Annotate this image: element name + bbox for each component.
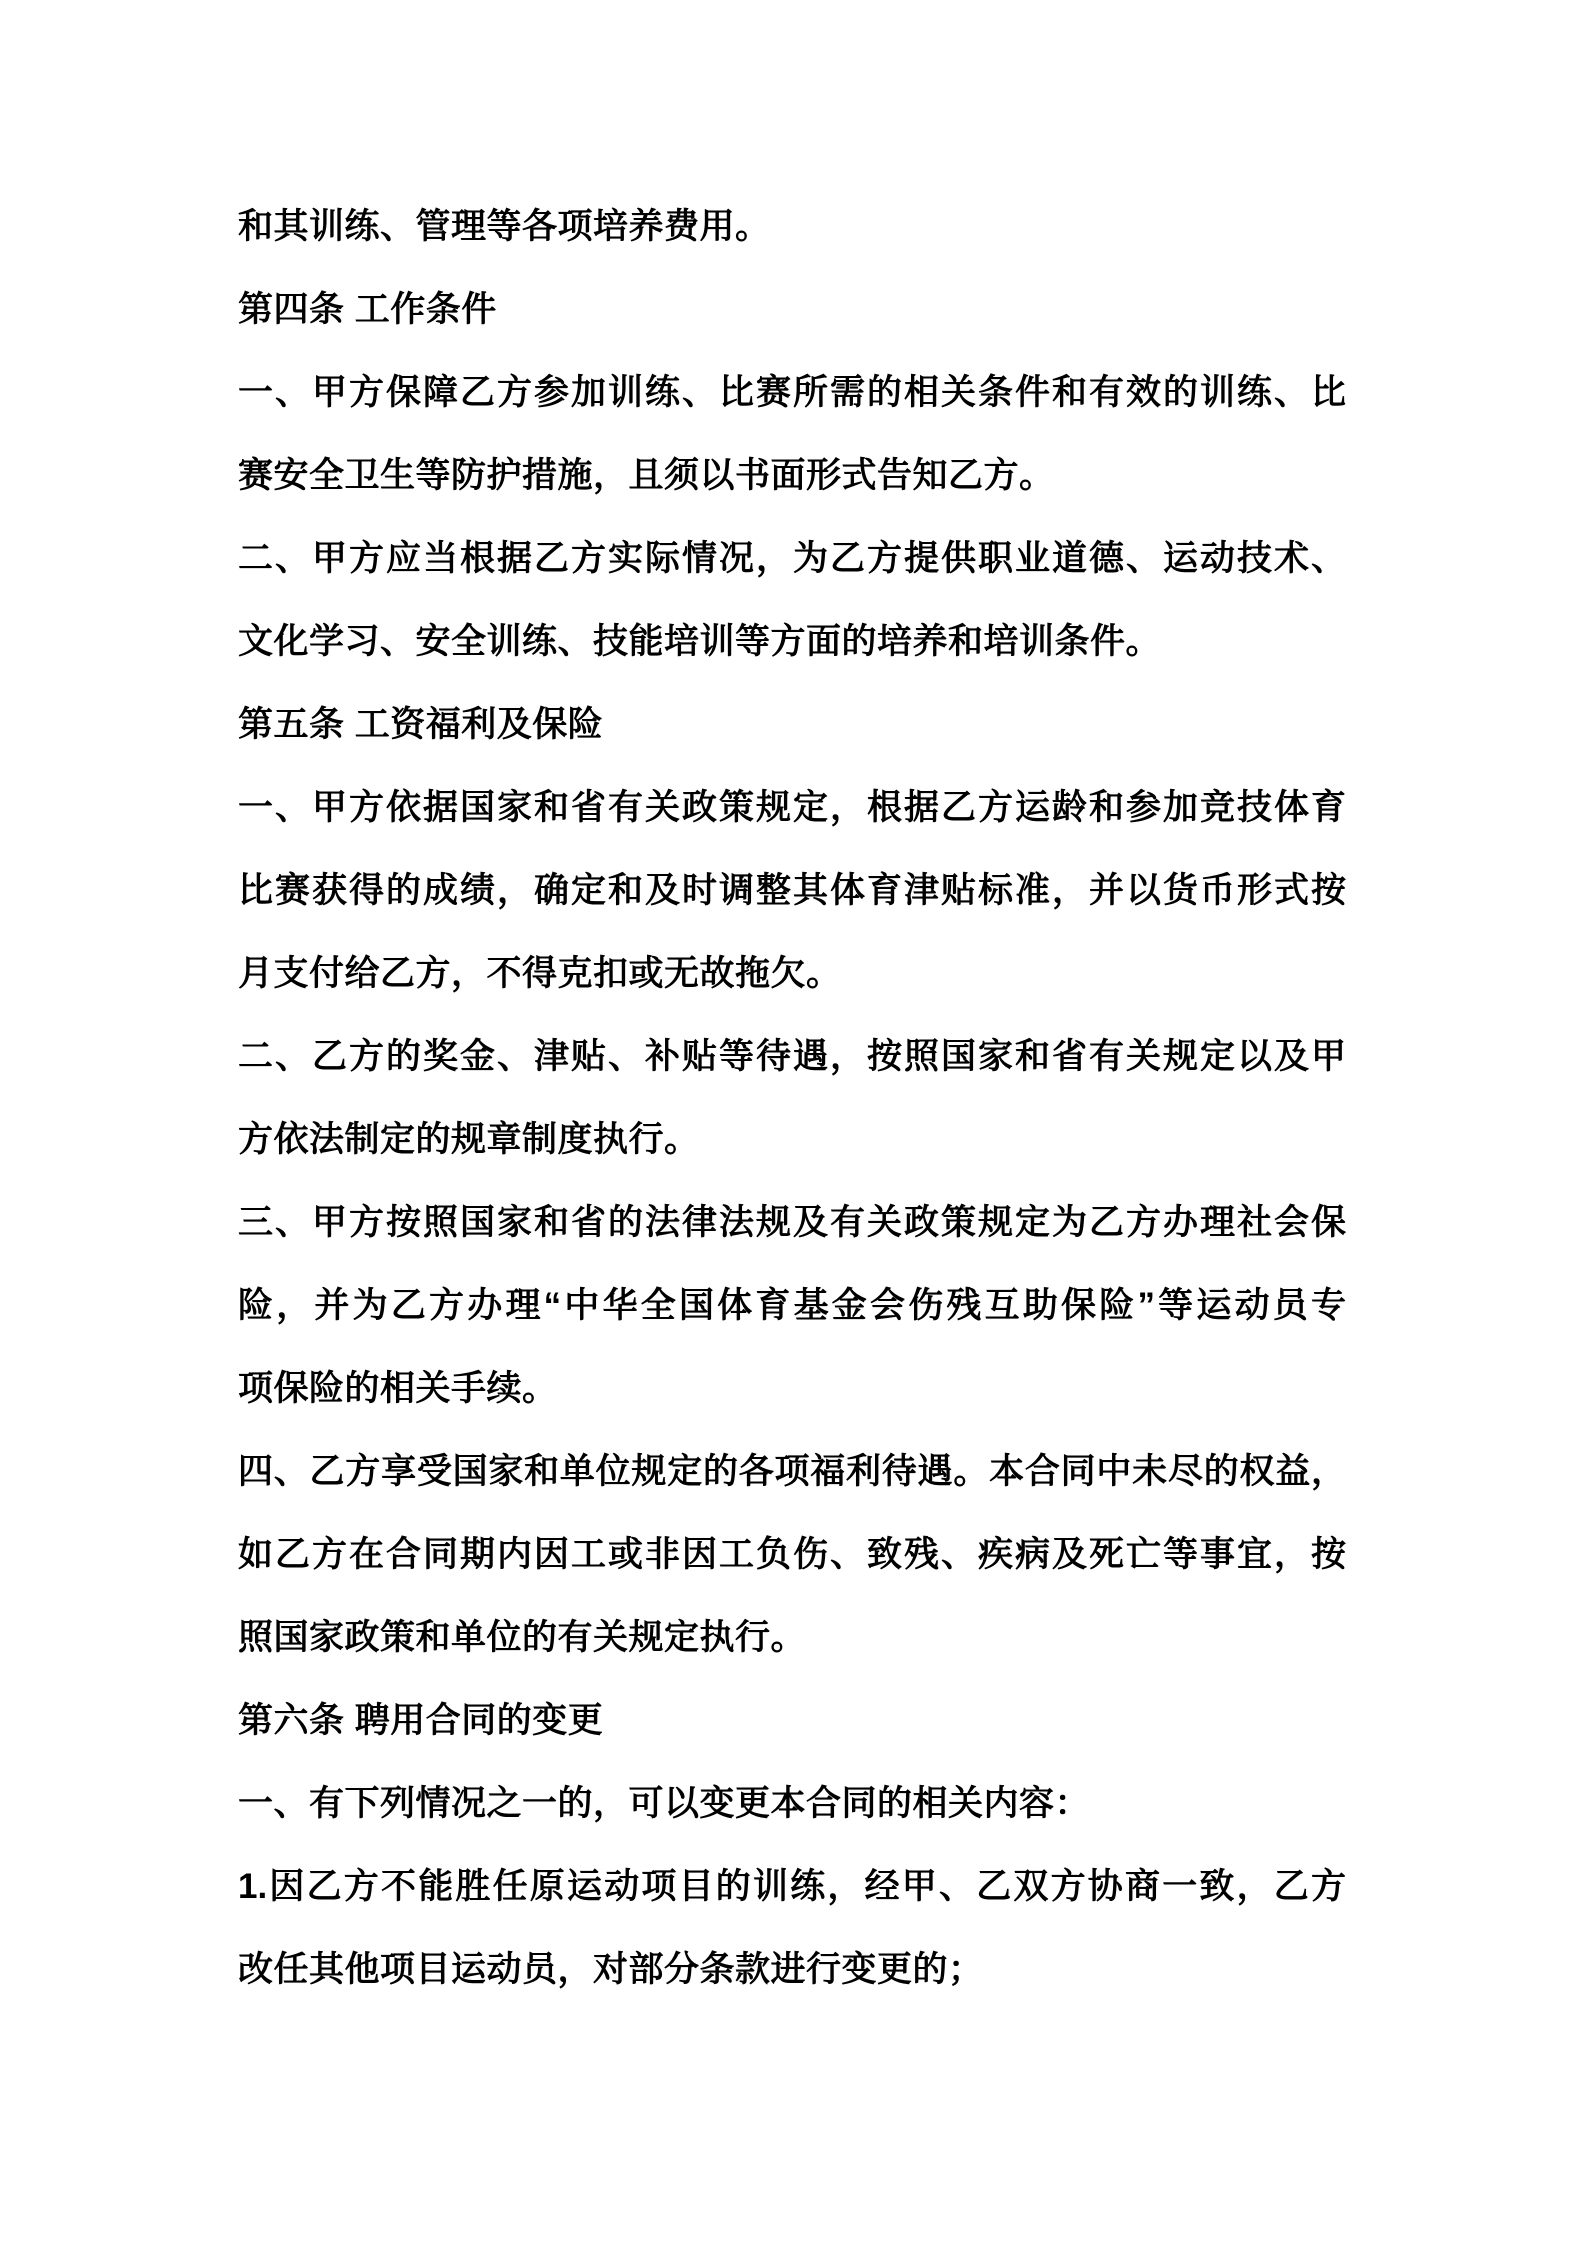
document-line: 文化学习、安全训练、技能培训等方面的培养和培训条件。: [238, 622, 1162, 661]
document-line: 一、有下列情况之一的，可以变更本合同的相关内容：: [238, 1784, 1091, 1823]
document-line: 险，并为乙方办理“中华全国体育基金会伤残互助保险”等运动员专: [238, 1286, 1346, 1325]
document-line: 一、甲方依据国家和省有关政策规定，根据乙方运龄和参加竞技体育: [238, 788, 1346, 827]
article-heading-4: 第四条 工作条件: [238, 290, 497, 329]
document-text-block: [238, 185, 1346, 2011]
document-line: 一、甲方保障乙方参加训练、比赛所需的相关条件和有效的训练、比: [238, 373, 1346, 412]
document-line: 如乙方在合同期内因工或非因工负伤、致残、疾病及死亡等事宜，按: [238, 1535, 1346, 1574]
document-line: 四、乙方享受国家和单位规定的各项福利待遇。本合同中未尽的权益，: [238, 1452, 1346, 1491]
document-line: 照国家政策和单位的有关规定执行。: [238, 1618, 807, 1657]
document-line: 1.因乙方不能胜任原运动项目的训练，经甲、乙双方协商一致，乙方: [238, 1867, 1346, 1906]
document-line: 和其训练、管理等各项培养费用。: [238, 207, 771, 246]
article-heading-5: 第五条 工资福利及保险: [238, 705, 604, 744]
document-line: 项保险的相关手续。: [238, 1369, 558, 1408]
document-line: 改任其他项目运动员，对部分条款进行变更的；: [238, 1950, 984, 1989]
document-line: 二、甲方应当根据乙方实际情况，为乙方提供职业道德、运动技术、: [238, 539, 1346, 578]
document-line: 三、甲方按照国家和省的法律法规及有关政策规定为乙方办理社会保: [238, 1203, 1346, 1242]
document-line: 赛安全卫生等防护措施，且须以书面形式告知乙方。: [238, 456, 1055, 495]
document-line: 二、乙方的奖金、津贴、补贴等待遇，按照国家和省有关规定以及甲: [238, 1037, 1346, 1076]
document-line: 月支付给乙方，不得克扣或无故拖欠。: [238, 954, 842, 993]
article-heading-6: 第六条 聘用合同的变更: [238, 1701, 604, 1740]
document-line: 方依法制定的规章制度执行。: [238, 1120, 700, 1159]
document-line: 比赛获得的成绩，确定和及时调整其体育津贴标准，并以货币形式按: [238, 871, 1346, 910]
